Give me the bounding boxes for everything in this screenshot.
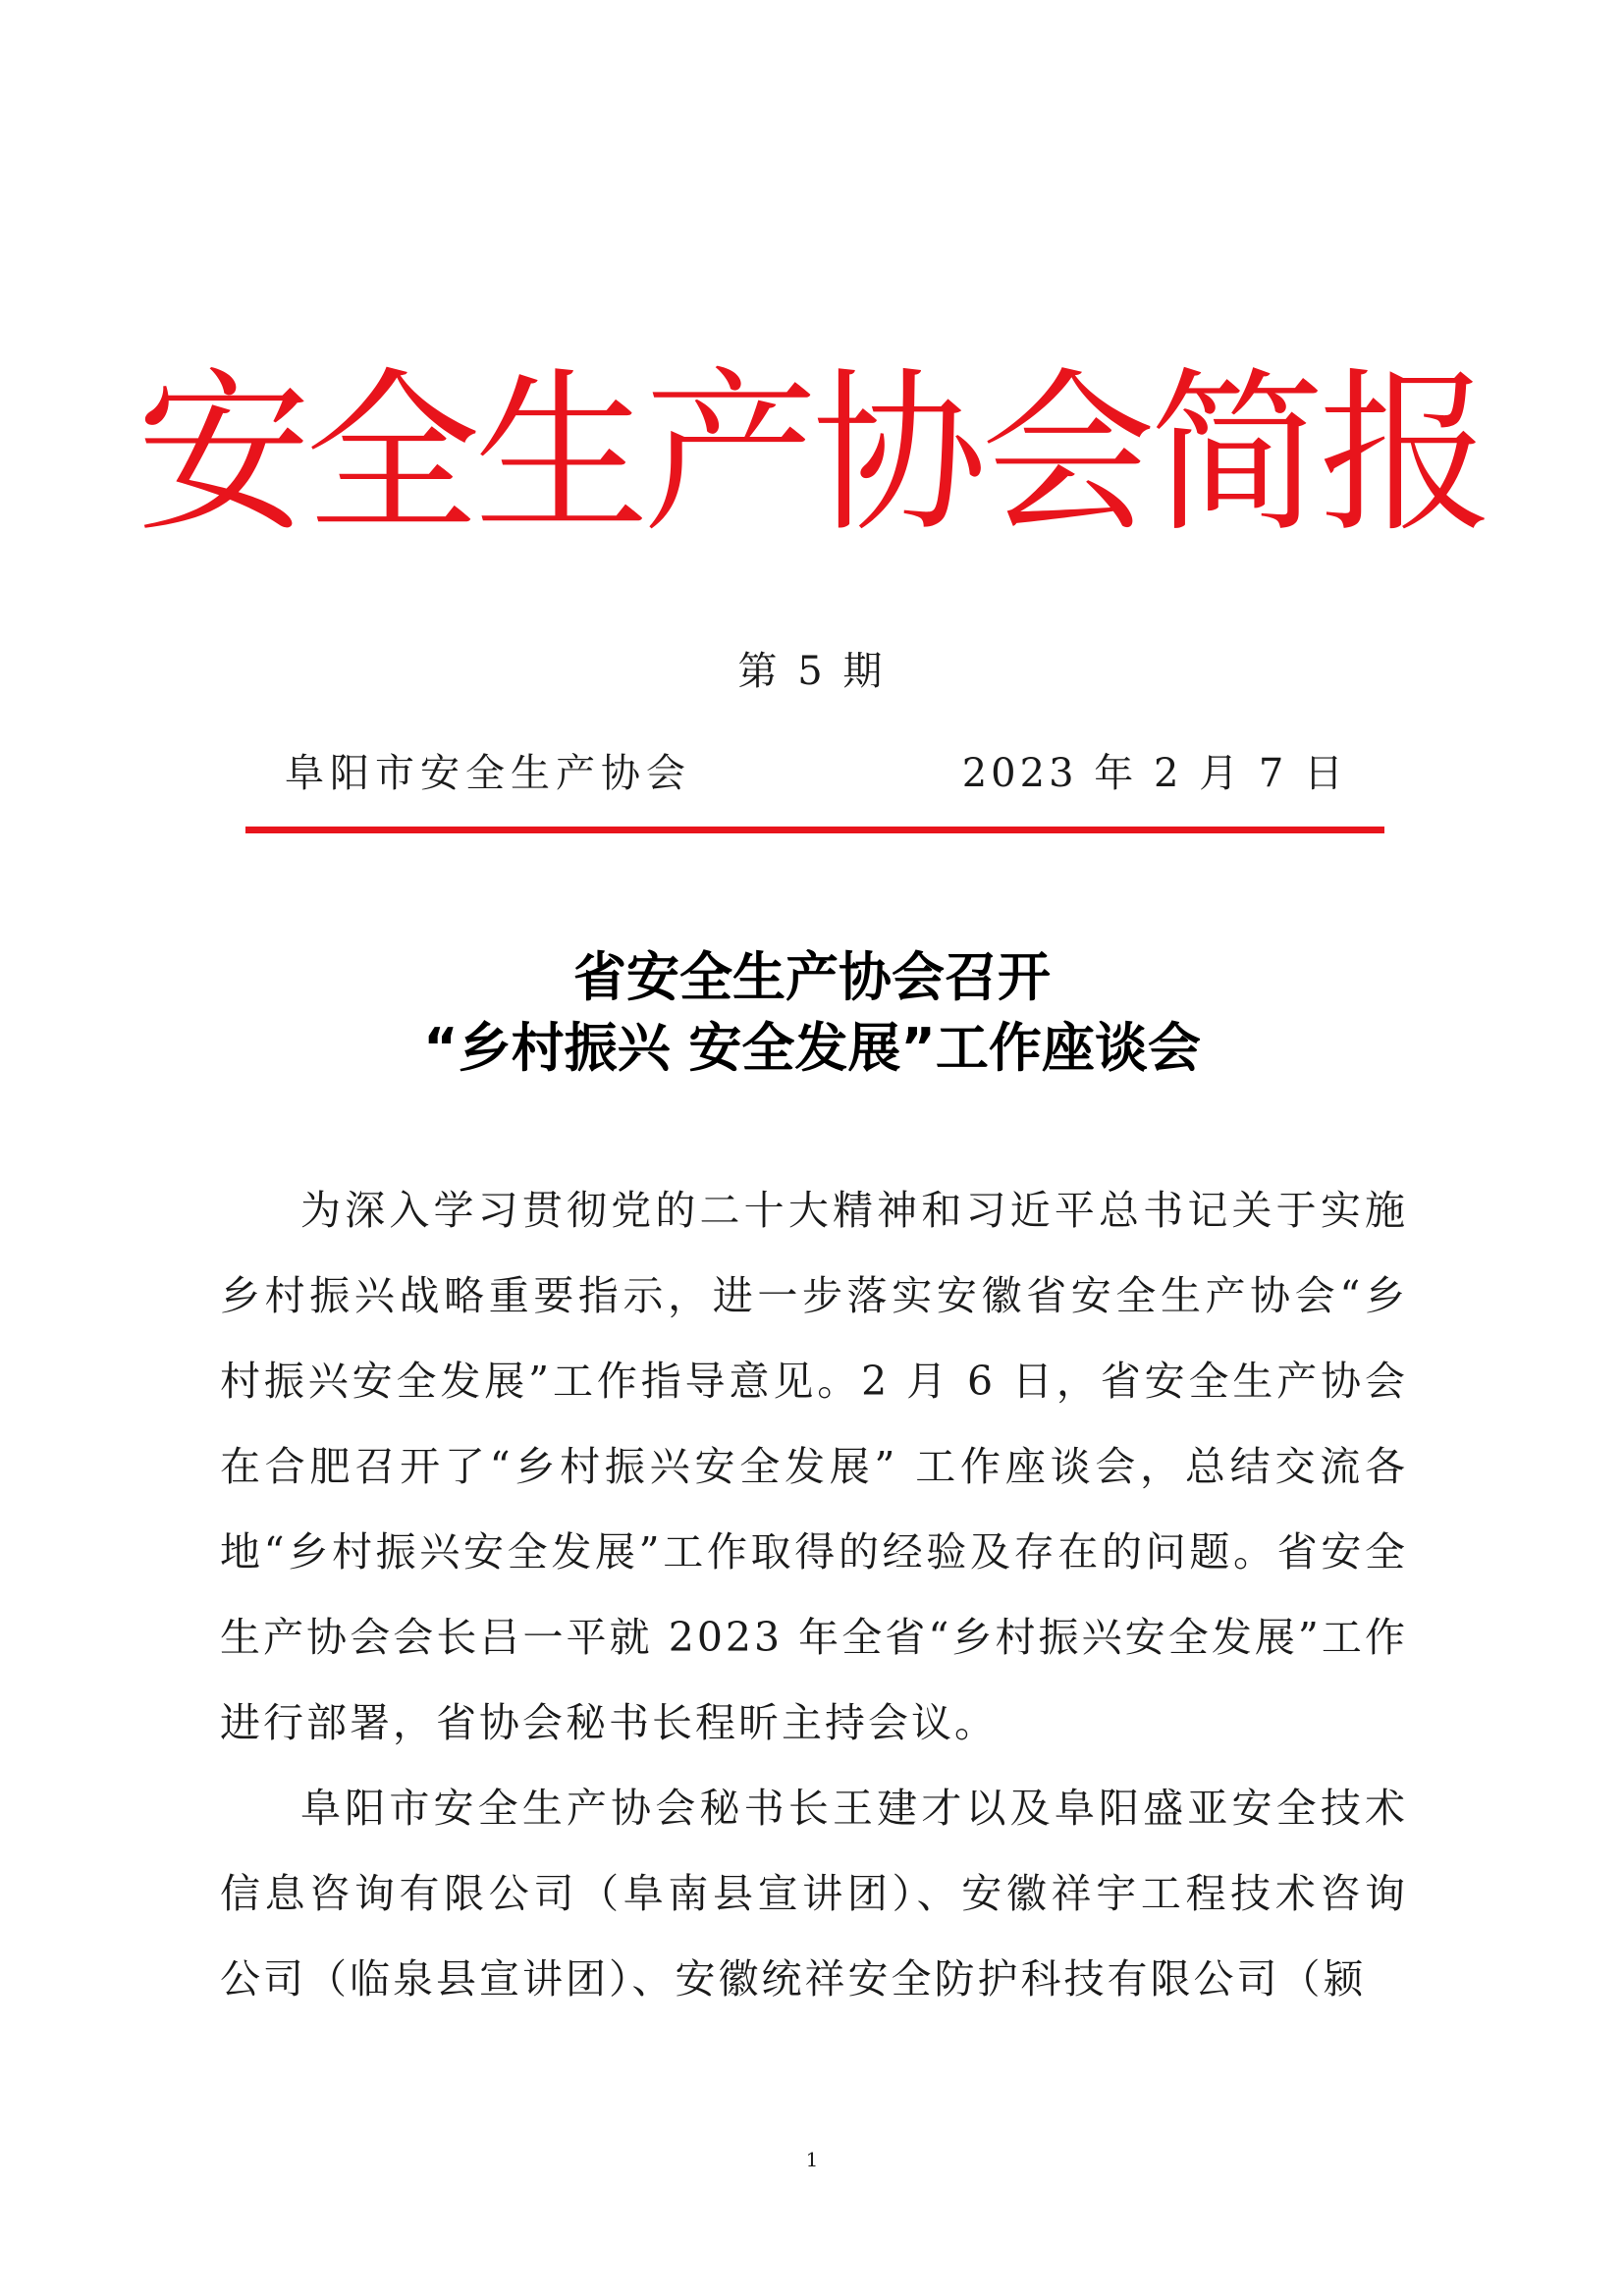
page-number: 1	[805, 2148, 819, 2171]
issue-number: 第 5 期	[737, 649, 887, 694]
article-title-line-2: “乡村振兴 安全发展”工作座谈会	[423, 1017, 1201, 1079]
publish-date: 2023 年 2 月 7 日	[961, 751, 1347, 796]
header-divider	[245, 827, 1384, 833]
masthead-title: 安全生产协会简报	[136, 352, 1488, 556]
article-paragraph-1: 为深入学习贯彻党的二十大精神和习近平总书记关于实施乡村振兴战略重要指示，进一步落实安徽省安全生产协会“乡村振兴安全发展”工作指导意见。2 月 6 日，省安全生产协会在合肥召开了“乡村振兴安全发展” 工作座谈会，总结交流各地“乡村振兴安全发展”工作取得的经验及存在的问题。省安全生产协会会长吕一平就 2023 年全省“乡村振兴安全发展”工作进行部署，省协会秘书长程昕主持会议。	[220, 1187, 1408, 1746]
article-paragraph-2: 阜阳市安全生产协会秘书长王建才以及阜阳盛亚安全技术信息咨询有限公司（阜南县宣讲团）、安徽祥宇工程技术咨询公司（临泉县宣讲团）、安徽统祥安全防护科技有限公司（颍	[220, 1785, 1408, 2002]
publisher-name: 阜阳市安全生产协会	[285, 751, 691, 796]
article-body	[220, 1168, 1408, 2022]
article-title-line-1: 省安全生产协会召开	[573, 946, 1051, 1008]
